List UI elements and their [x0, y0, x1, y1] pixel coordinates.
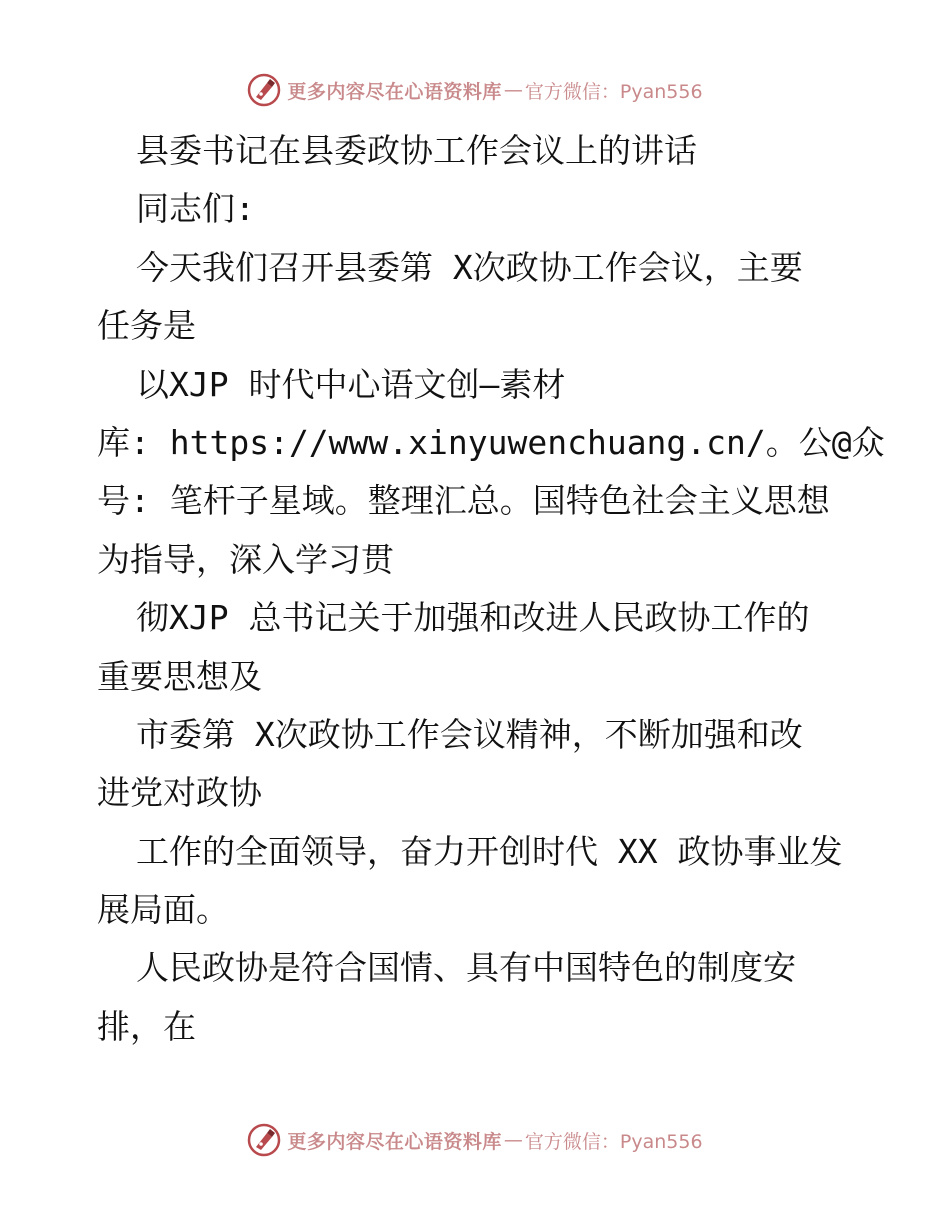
- footer-banner: [0, 1118, 950, 1162]
- paragraph-line: 号: 笔杆子星域。整理汇总。国特色社会主义思想: [97, 481, 830, 521]
- paragraph-line: 工作的全面领导，奋力开创时代 XX 政协事业发: [136, 831, 843, 871]
- paragraph-line: 今天我们召开县委第 X次政协工作会议，主要: [136, 247, 803, 287]
- banner-title: 更多内容尽在心语资料库: [287, 80, 502, 103]
- paragraph-line: 任务是: [97, 306, 196, 346]
- document-title: 县委书记在县委政协工作会议上的讲话: [136, 131, 697, 170]
- paragraph-line: 同志们:: [136, 189, 255, 229]
- paragraph-line: 彻XJP 总书记关于加强和改进人民政协工作的: [136, 598, 810, 638]
- paragraph-line: 为指导，深入学习贯: [97, 539, 394, 579]
- banner-title: 更多内容尽在心语资料库: [287, 1130, 502, 1153]
- banner-wechat: 官方微信：Pyan556: [524, 1130, 703, 1153]
- paragraph-line: 重要思想及: [97, 656, 262, 696]
- banner-separator: —: [503, 1129, 523, 1151]
- banner-wechat: 官方微信：Pyan556: [524, 80, 703, 103]
- paragraph-line: 进党对政协: [97, 773, 262, 813]
- paragraph-line: 市委第 X次政协工作会议精神，不断加强和改: [136, 714, 803, 754]
- banner-separator: —: [503, 79, 523, 101]
- paragraph-line: 排，在: [97, 1006, 196, 1046]
- paragraph-line: 以XJP 时代中心语文创—素材: [136, 364, 566, 404]
- paragraph-line: 展局面。: [97, 890, 229, 930]
- header-banner: [0, 68, 950, 112]
- pen-nib-logo-icon: [247, 1123, 281, 1157]
- paragraph-line: 库: https://www.xinyuwenchuang.cn/。公@众: [97, 422, 885, 462]
- document-body: [97, 122, 885, 1056]
- paragraph-line: 人民政协是符合国情、具有中国特色的制度安: [136, 948, 796, 988]
- pen-nib-logo-icon: [247, 73, 281, 107]
